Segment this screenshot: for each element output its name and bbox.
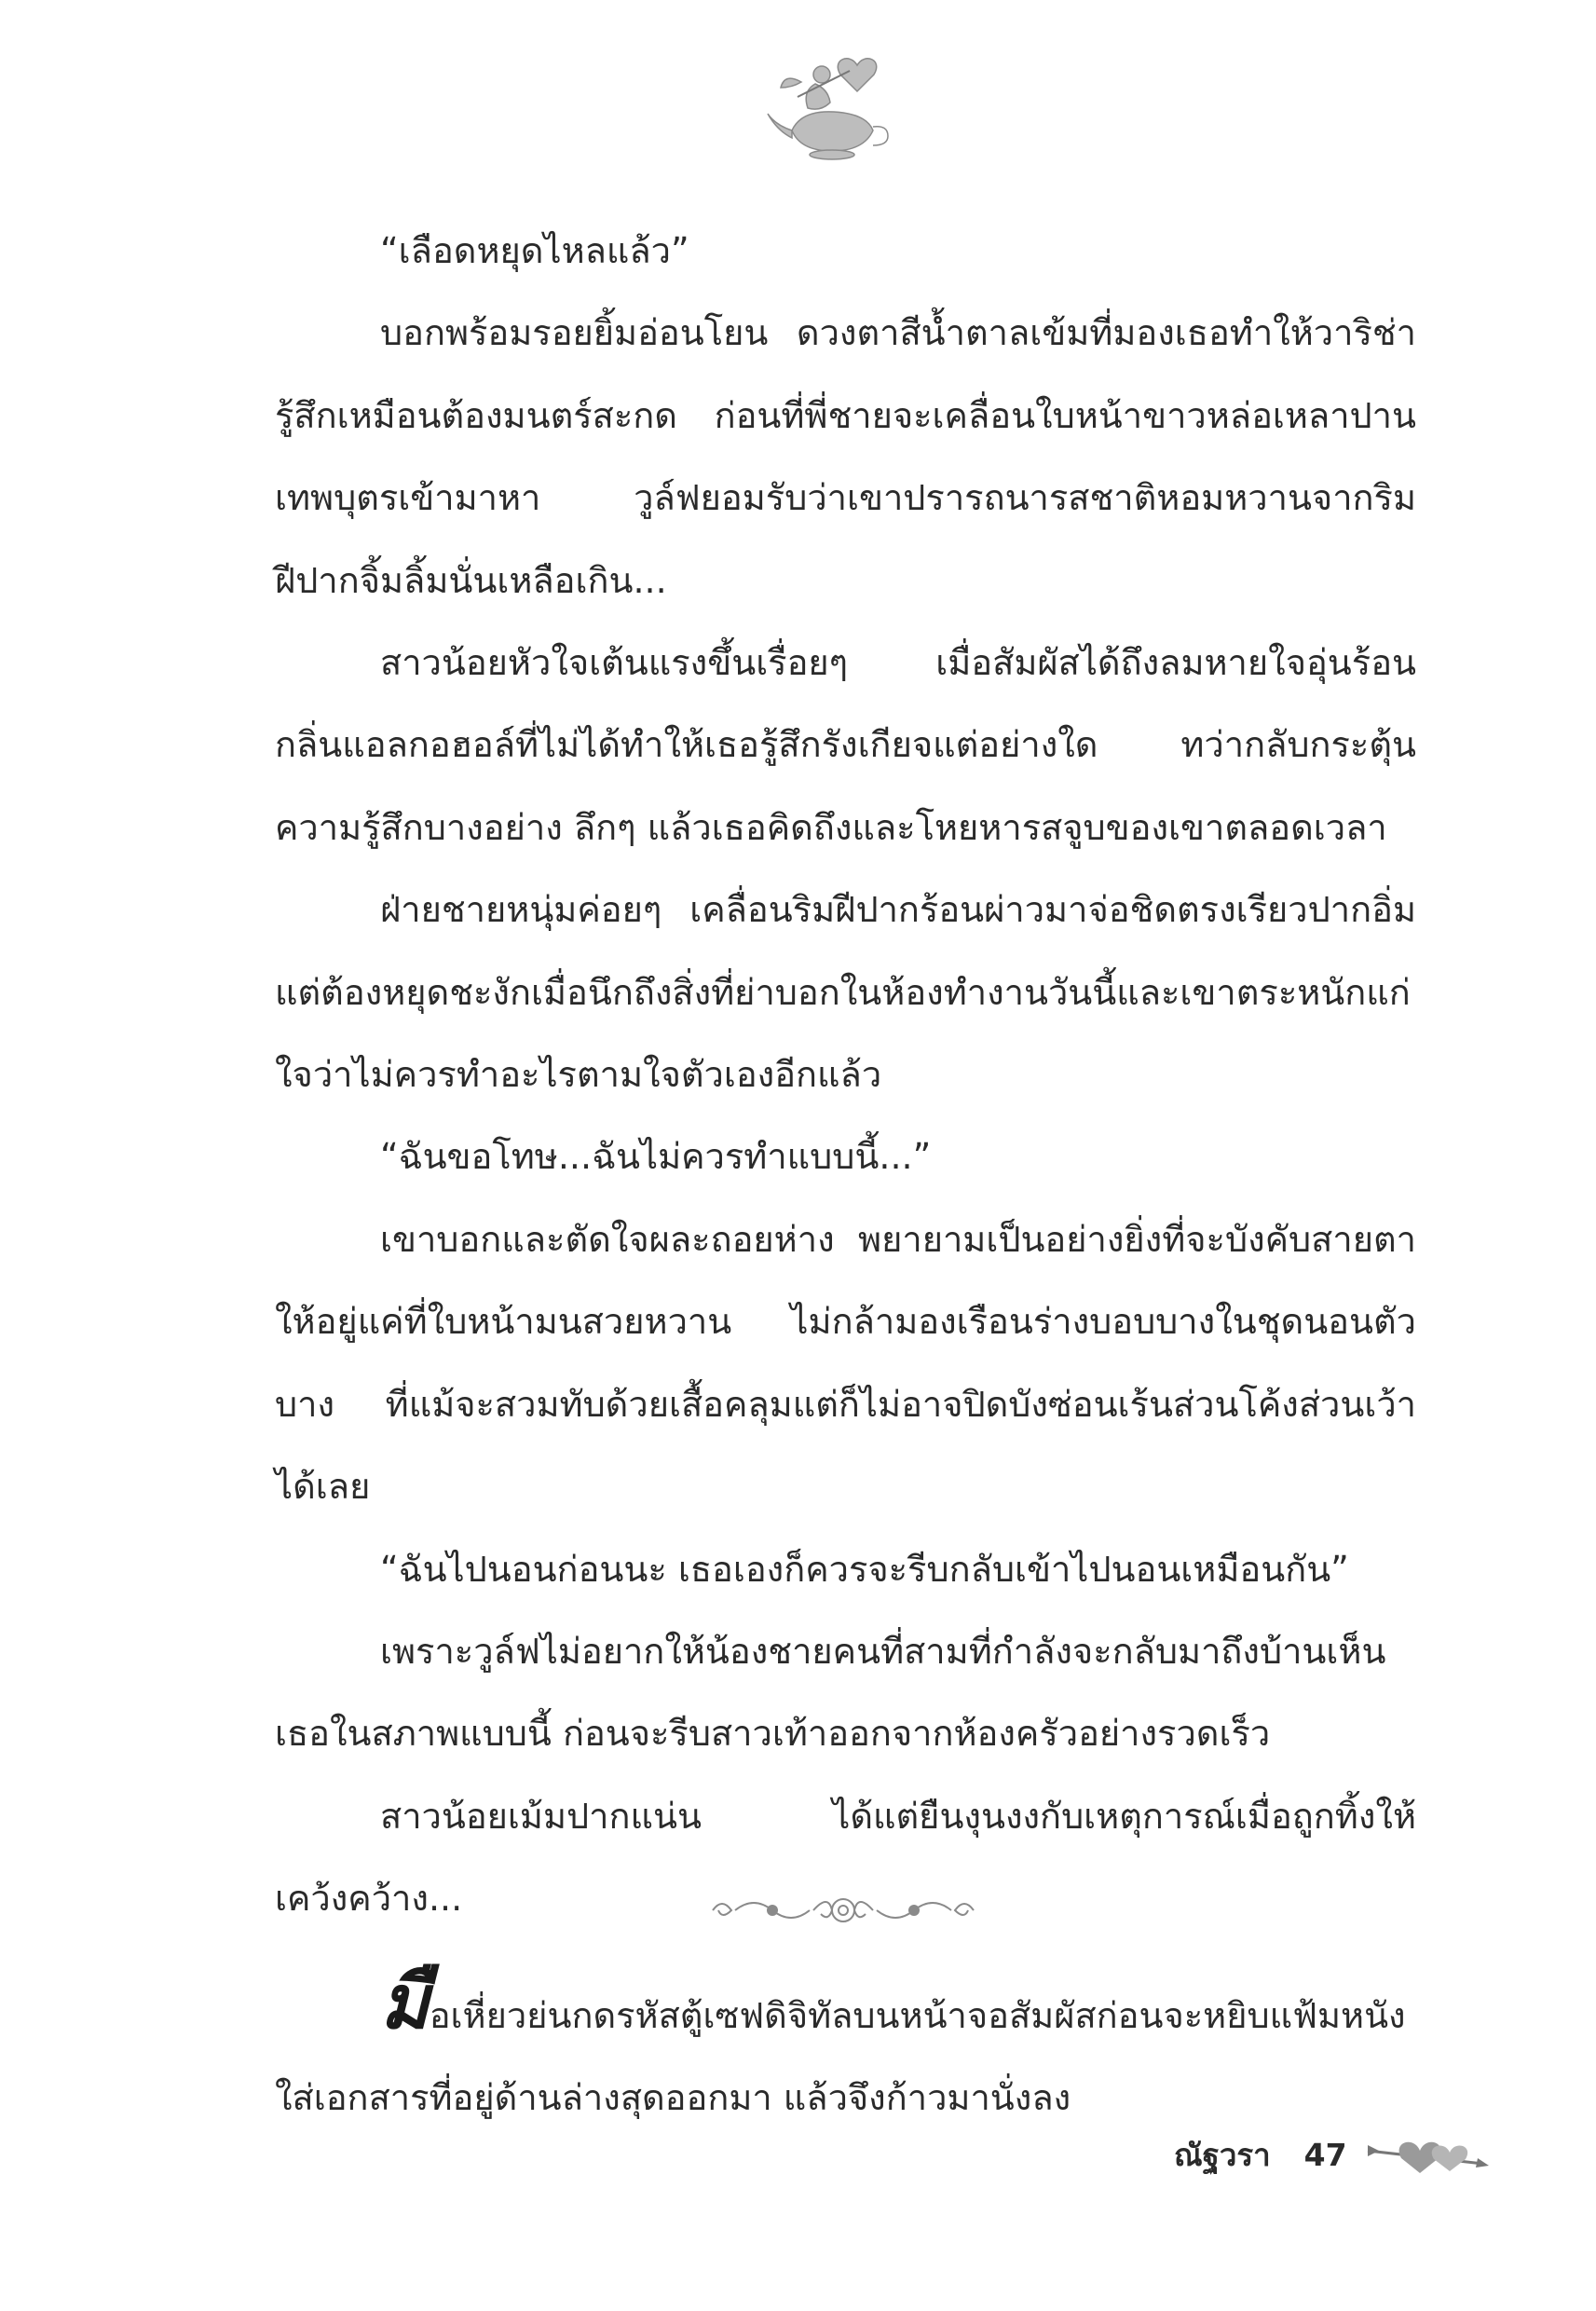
- paragraph: “ฉันขอโทษ...ฉันไม่ควรทำแบบนี้...”: [380, 1136, 932, 1178]
- cupid-teapot-ornament-icon: [764, 37, 904, 177]
- hearts-arrow-icon: [1364, 2126, 1494, 2182]
- paragraph: “เลือดหยุดไหลแล้ว”: [380, 230, 689, 271]
- floral-divider-icon: [703, 1887, 983, 1934]
- paragraph: ฝ่ายชายหนุ่มค่อยๆ เคลื่อนริมฝีปากร้อนผ่าวมาจ่อชิดตรงเรียวปากอิ่ม แต่ต้องหยุดชะงักเมื่อนึกถึงสิ่งที่ย่าบอกในห้องทำงานวันนี้และเขาตระหนักแก่ใจว่าไม่ควรทำอะไรตามใจตัวเองอีกแล้ว: [275, 889, 1416, 1096]
- paragraph: เพราะวูล์ฟไม่อยากให้น้องชายคนที่สามที่กำลังจะกลับมาถึงบ้านเห็นเธอในสภาพแบบนี้ ก่อนจะรีบสาวเท้าออกจากห้องครัวอย่างรวดเร็ว: [275, 1630, 1386, 1755]
- new-section-text: [275, 1958, 1416, 2140]
- paragraph: สาวน้อยเม้มปากแน่น ได้แต่ยืนงุนงงกับเหตุการณ์เมื่อถูกทิ้งให้เคว้งคว้าง...: [275, 1795, 1416, 1920]
- paragraph: บอกพร้อมรอยยิ้มอ่อนโยน ดวงตาสีน้ำตาลเข้มที่มองเธอทำให้วาริช่ารู้สึกเหมือนต้องมนตร์สะกด ก่อนที่พี่ชายจะเคลื่อนใบหน้าขาวหล่อเหลาปานเทพบุตรเข้ามาหา วูล์ฟยอมรับว่าเขาปรารถนารสชาติหอมหวานจากริมฝีปากจิ้มลิ้มนั่นเหลือเกิน...: [275, 312, 1416, 601]
- page-footer: [1174, 2126, 1494, 2182]
- story-text: [275, 210, 1416, 1940]
- paragraph-text: อเหี่ยวย่นกดรหัสตู้เซฟดิจิทัลบนหน้าจอสัมผัสก่อนจะหยิบแฟ้มหนังใส่เอกสารที่อยู่ด้านล่างสุดออกมา แล้วจึงก้าวมานั่งลง: [275, 1995, 1406, 2119]
- page-number: 47: [1303, 2136, 1347, 2173]
- footer-author: ณัฐวรา: [1174, 2136, 1271, 2173]
- paragraph: สาวน้อยหัวใจเต้นแรงขึ้นเรื่อยๆ เมื่อสัมผัสได้ถึงลมหายใจอุ่นร้อน กลิ่นแอลกอฮอล์ที่ไม่ได้ทำให้เธอรู้สึกรังเกียจแต่อย่างใด ทว่ากลับกระตุ้นความรู้สึกบางอย่าง ลึกๆ แล้วเธอคิดถึงและโหยหารสจูบของเขาตลอดเวลา: [275, 642, 1416, 848]
- paragraph: “ฉันไปนอนก่อนนะ เธอเองก็ควรจะรีบกลับเข้าไปนอนเหมือนกัน”: [380, 1548, 1349, 1590]
- drop-cap: มื: [380, 1958, 430, 2045]
- paragraph-with-drop-cap: [275, 1958, 1416, 2140]
- paragraph: เขาบอกและตัดใจผละถอยห่าง พยายามเป็นอย่างยิ่งที่จะบังคับสายตาให้อยู่แค่ที่ใบหน้ามนสวยหวาน ไม่กล้ามองเรือนร่างบอบบางในชุดนอนตัวบาง ที่แม้จะสวมทับด้วยเสื้อคลุมแต่ก็ไม่อาจปิดบังซ่อนเร้นส่วนโค้งส่วนเว้าได้เลย: [275, 1218, 1416, 1508]
